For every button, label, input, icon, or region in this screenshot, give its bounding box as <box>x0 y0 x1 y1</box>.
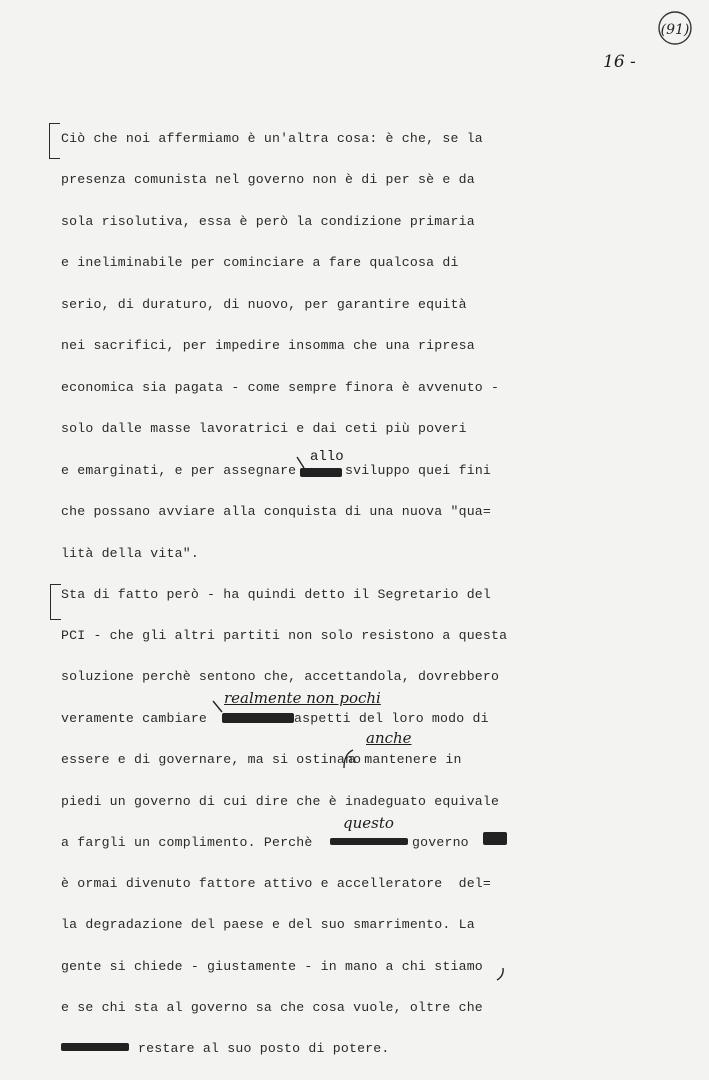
text-line: che possano avviare alla conquista di una nuova "qua= <box>61 504 492 519</box>
comma-mark <box>495 966 507 982</box>
text-line: essere e di governare, ma si ostinano <box>61 752 362 767</box>
struck-out-word <box>61 1043 129 1051</box>
text-line: la degradazione del paese e del suo smarrimento. La <box>61 917 475 932</box>
handwritten-insertion-realmente-non-pochi: realmente non pochi <box>224 689 381 707</box>
text-line: a fargli un complimento. Perchè <box>61 835 313 850</box>
text-line: economica sia pagata - come sempre finora è avvenuto - <box>61 380 500 395</box>
text-line: Sta di fatto però - ha quindi detto il Segretario del <box>61 587 492 602</box>
text-line: restare al suo posto di potere. <box>138 1041 390 1056</box>
text-line: veramente cambiare <box>61 711 208 726</box>
text-line: Ciò che noi affermiamo è un'altra cosa: è che, se la <box>61 131 483 146</box>
text-line: e se chi sta al governo sa che cosa vuole, oltre che <box>61 1000 483 1015</box>
text-line: sola risolutiva, essa è però la condizione primaria <box>61 214 475 229</box>
text-line: e emarginati, e per assegnare <box>61 463 297 478</box>
folio-number: (91) <box>660 22 690 38</box>
struck-out-word <box>330 838 408 845</box>
paragraph-bracket-1 <box>49 123 60 159</box>
paragraph-bracket-2 <box>50 584 61 620</box>
insertion-caret <box>296 456 310 470</box>
text-line: lità della vita". <box>61 546 199 561</box>
struck-out-word <box>483 832 507 845</box>
struck-out-word <box>222 713 294 723</box>
insertion-caret <box>212 700 226 714</box>
text-line: gente si chiede - giustamente - in mano a chi stiamo <box>61 959 483 974</box>
page-number: 16 - <box>603 52 636 72</box>
text-line: piedi un governo di cui dire che è inadeguato equivale <box>61 794 500 809</box>
text-line: serio, di duraturo, di nuovo, per garantire equità <box>61 297 467 312</box>
folio-stamp <box>655 8 695 48</box>
text-line: aspetti del loro modo di <box>294 711 489 726</box>
handwritten-insertion-anche: anche <box>366 729 412 747</box>
handwritten-insertion-questo: questo <box>343 814 394 832</box>
text-line: a mantenere in <box>348 752 462 767</box>
text-line: governo <box>412 835 469 850</box>
text-line: sviluppo quei fini <box>345 463 492 478</box>
text-line: e ineliminabile per cominciare a fare qualcosa di <box>61 255 459 270</box>
handwritten-insertion-allo: allo <box>310 449 344 465</box>
text-line: nei sacrifici, per impedire insomma che una ripresa <box>61 338 475 353</box>
text-line: è ormai divenuto fattore attivo e accelleratore del= <box>61 876 492 891</box>
text-line: soluzione perchè sentono che, accettandola, dovrebbero <box>61 669 500 684</box>
text-line: PCI - che gli altri partiti non solo resistono a questa <box>61 628 508 643</box>
text-line: presenza comunista nel governo non è di per sè e da <box>61 172 475 187</box>
text-line: solo dalle masse lavoratrici e dai ceti più poveri <box>61 421 467 436</box>
